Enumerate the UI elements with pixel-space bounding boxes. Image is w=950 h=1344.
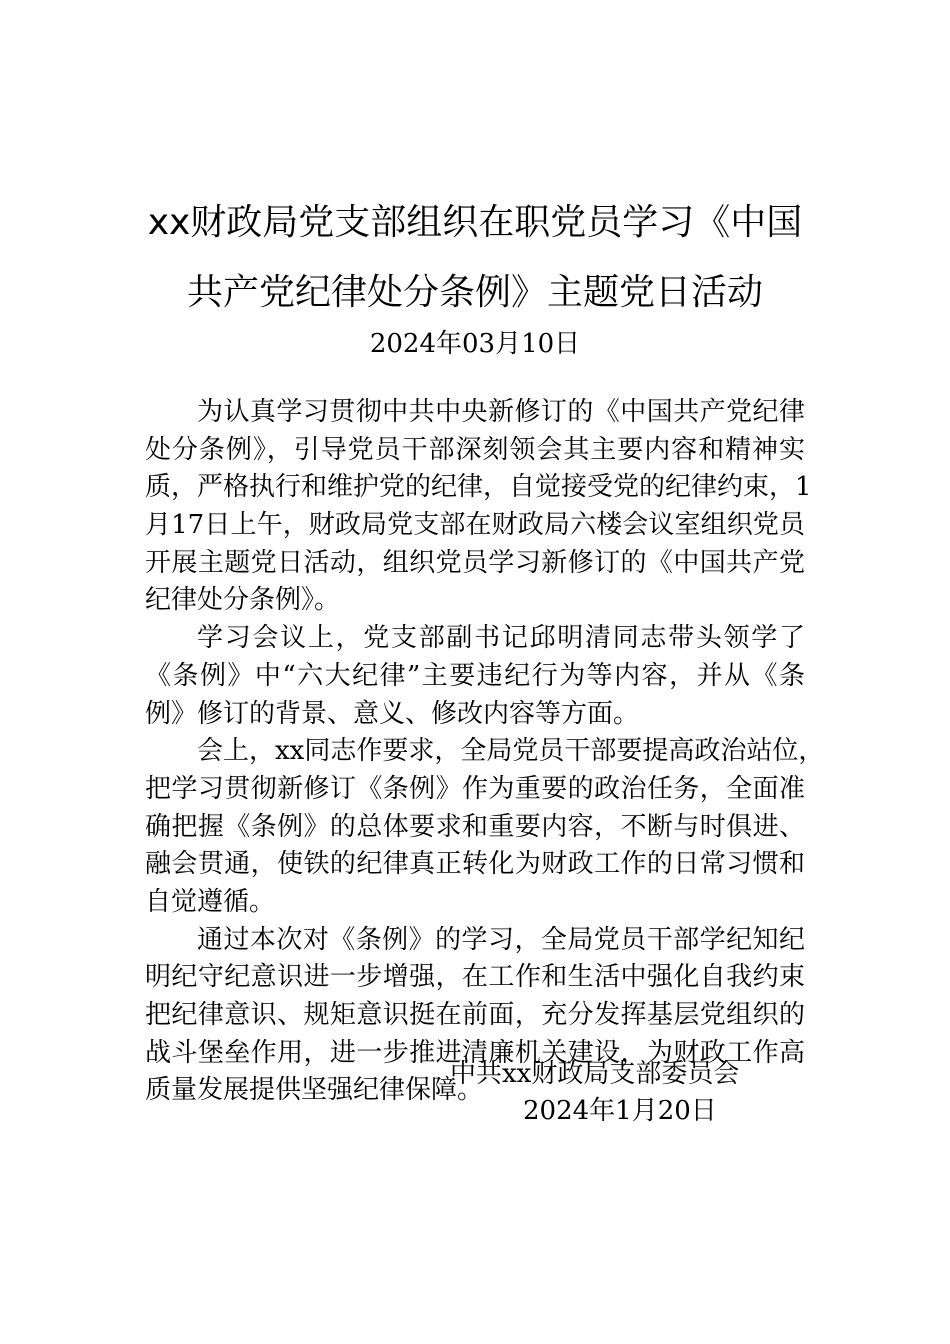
paragraph-4-line-4: 战斗堡垒作用，进一步推进清廉机关建设，为财政工作高	[145, 1037, 805, 1068]
paragraph-4-line-2: 明纪守纪意识进一步增强，在工作和生活中强化自我约束	[145, 962, 805, 993]
paragraph-1-line-3: 质，严格执行和维护党的纪律，自觉接受党的纪律约束，1	[145, 472, 812, 503]
paragraph-1-line-4: 月17日上午，财政局党支部在财政局六楼会议室组织党员	[145, 510, 805, 541]
paragraph-1-line-1: 为认真学习贯彻中共中央新修订的《中国共产党纪律	[197, 397, 805, 427]
paragraph-2-line-3: 例》修订的背景、意义、修改内容等方面。	[145, 698, 640, 729]
paragraph-3-line-2: 把学习贯彻新修订《条例》作为重要的政治任务，全面准	[145, 773, 805, 804]
document-title-line-1: xx财政局党支部组织在职党员学习《中国	[147, 202, 803, 243]
paragraph-3-line-5: 自觉遵循。	[145, 886, 276, 917]
document-title-line-2: 共产党纪律处分条例》主题党日活动	[186, 272, 763, 313]
document-body	[145, 394, 825, 1110]
document-date: 2024年03月10日	[369, 329, 581, 359]
signature-date: 2024年1月20日	[523, 1096, 717, 1126]
paragraph-3-line-3: 确把握《条例》的总体要求和重要内容，不断与时俱进、	[145, 811, 805, 842]
paragraph-2-line-2: 《条例》中“六大纪律”主要违纪行为等内容，并从《条	[145, 660, 805, 691]
paragraph-1-line-2: 处分条例》，引导党员干部深刻领会其主要内容和精神实	[145, 434, 805, 465]
paragraph-4-line-5: 质量发展提供坚强纪律保障。	[145, 1075, 484, 1106]
paragraph-3-line-1: 会上，xx同志作要求，全局党员干部要提高政治站位，	[197, 736, 825, 767]
signature-organization: 中共xx财政局支部委员会	[450, 1059, 740, 1089]
paragraph-1-line-5: 开展主题党日活动，组织党员学习新修订的《中国共产党	[145, 547, 805, 578]
paragraph-4-line-3: 把纪律意识、规矩意识挺在前面，充分发挥基层党组织的	[145, 1000, 805, 1030]
paragraph-3-line-4: 融会贯通，使铁的纪律真正转化为财政工作的日常习惯和	[145, 849, 805, 880]
paragraph-1-line-6: 纪律处分条例》。	[145, 585, 341, 616]
paragraph-4-line-1: 通过本次对《条例》的学习，全局党员干部学纪知纪	[197, 924, 805, 955]
paragraph-2-line-1: 学习会议上，党支部副书记邱明清同志带头领学了	[197, 623, 805, 654]
